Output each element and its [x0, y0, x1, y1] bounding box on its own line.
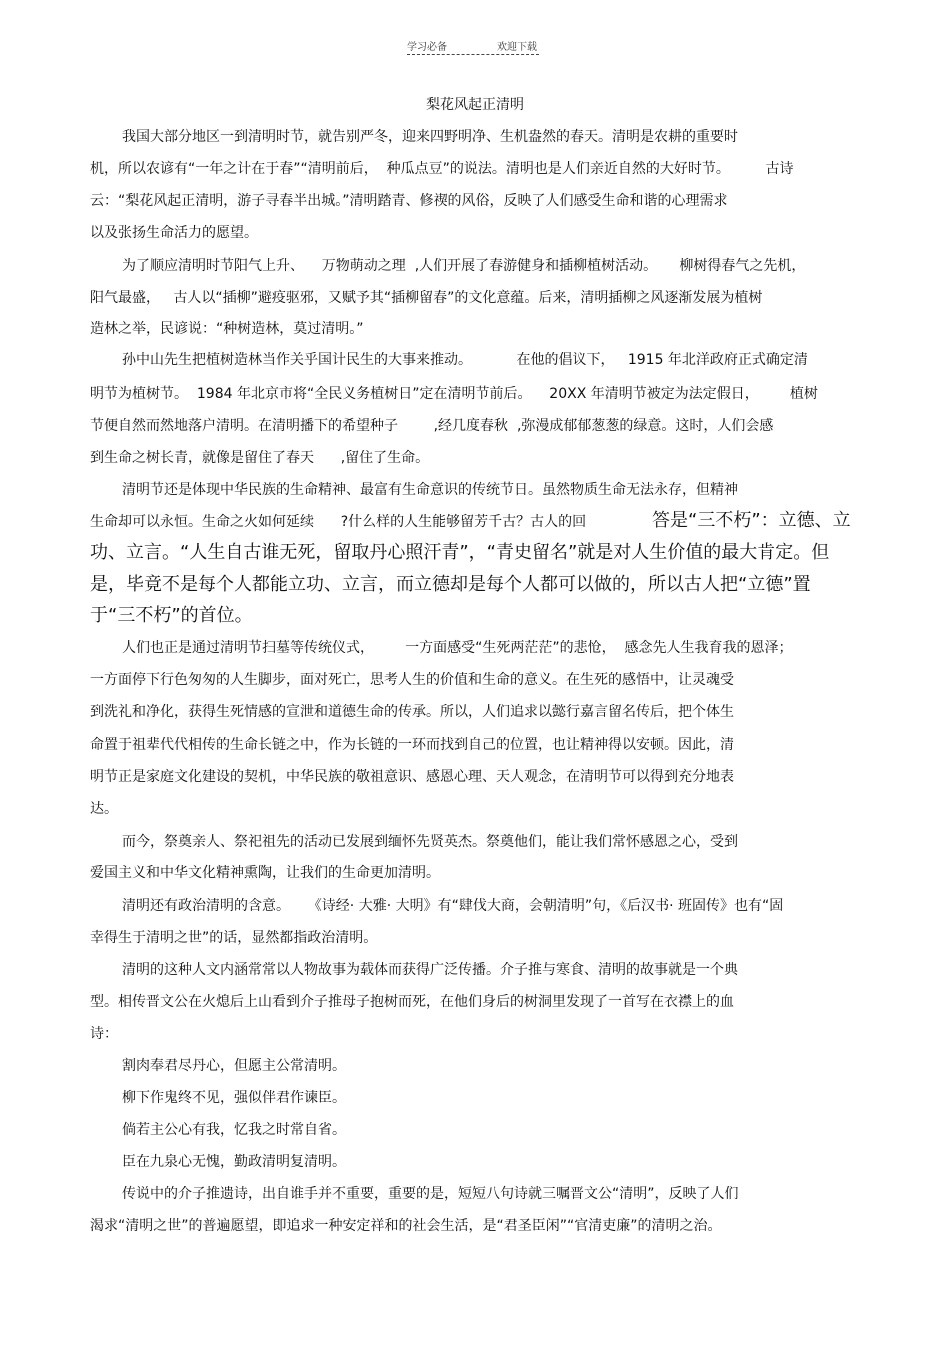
poem-line: 臣在九泉心无愧，勤政清明复清明。: [122, 1154, 346, 1170]
paragraph-line: 幸得生于清明之世”的话，显然都指政治清明。: [90, 930, 378, 946]
paragraph-line: 传说中的介子推遗诗，出自谁手并不重要，重要的是，短短八句诗就三嘱晋文公“清明”，反映了人们: [122, 1186, 739, 1202]
header-left-text: 学习必备: [407, 42, 447, 53]
paragraph-line: 以及张扬生命活力的愿望。: [90, 225, 258, 241]
paragraph-line: 明节正是家庭文化建设的契机，中华民族的敬祖意识、感恩心理、天人观念，在清明节可以得到充分地表: [90, 769, 734, 785]
paragraph-line: 孙中山先生把植树造林当作关乎国计民生的大事来推动。 在他的倡议下， 1915 年北洋政府正式确定清: [122, 352, 808, 368]
paragraph-line-large: 功、立言。“人生自古谁无死，留取丹心照汗青”，“青史留名”就是对人生价值的最大肯定。但: [90, 542, 830, 563]
paragraph-line: 而今，祭奠亲人、祭祀祖先的活动已发展到缅怀先贤英杰。祭奠他们，能让我们常怀感恩之心，受到: [122, 834, 738, 850]
paragraph-line: 清明还有政治清明的含意。 《诗经· 大雅· 大明》有“肆伐大商，会朝清明”句，《后汉书· 班固传》也有“固: [122, 898, 784, 914]
paragraph-line: 渴求“清明之世”的普遍愿望，即追求一种安定祥和的社会生活，是“君圣臣闲”“官清吏廉”的清明之治。: [90, 1218, 722, 1234]
paragraph-line: 云：“梨花风起正清明，游子寻春半出城。”清明踏青、修禊的风俗，反映了人们感受生命和谐的心理需求: [90, 193, 728, 209]
paragraph-line: 阳气最盛， 古人以“插柳”避疫驱邪，又赋予其“插柳留春”的文化意蕴。后来，清明插柳之风逐渐发展为植树: [90, 290, 763, 306]
paragraph-line-large: 于“三不朽”的首位。: [90, 605, 253, 626]
paragraph-line: 节便自然而然地落户清明。在清明播下的希望种子 ,经几度春秋 ,弥漫成郁郁葱葱的绿意。这时，人们会感: [90, 418, 774, 434]
paragraph-line: 到生命之树长青，就像是留住了春天 ,留住了生命。: [90, 450, 430, 466]
paragraph-line: 型。相传晋文公在火熄后上山看到介子推母子抱树而死，在他们身后的树洞里发现了一首写在衣襟上的血: [90, 994, 734, 1010]
paragraph-line: 达。: [90, 801, 118, 817]
paragraph-line-large: 答是“三不朽”：立德、立: [652, 510, 851, 531]
poem-line: 割肉奉君尽丹心，但愿主公常清明。: [122, 1058, 346, 1074]
paragraph-line: 人们也正是通过清明节扫墓等传统仪式， 一方面感受“生死两茫茫”的悲怆， 感念先人生我育我的恩泽；: [122, 640, 793, 656]
paragraph-line: 机，所以农谚有“一年之计在于春”“清明前后， 种瓜点豆”的说法。清明也是人们亲近自然的大好时节。 古诗: [90, 161, 794, 177]
poem-line: 柳下作鬼终不见，强似伴君作谏臣。: [122, 1090, 346, 1106]
header-right-text: 欢迎下载: [497, 42, 537, 53]
paragraph-line: 清明节还是体现中华民族的生命精神、最富有生命意识的传统节日。虽然物质生命无法永存，但精神: [122, 482, 738, 498]
paragraph-line: 为了顺应清明时节阳气上升、 万物萌动之理 ,人们开展了春游健身和插柳植树活动。 柳树得春气之先机，: [122, 258, 806, 274]
paragraph-line: 造林之举，民谚说：“种树造林，莫过清明。”: [90, 321, 364, 337]
paragraph-line: 爱国主义和中华文化精神熏陶，让我们的生命更加清明。: [90, 865, 440, 881]
poem-line: 倘若主公心有我，忆我之时常自省。: [122, 1122, 346, 1138]
paragraph-line: 我国大部分地区一到清明时节，就告别严冬，迎来四野明净、生机盎然的春天。清明是农耕的重要时: [122, 129, 738, 145]
paragraph-line: 命置于祖辈代代相传的生命长链之中，作为长链的一环而找到自己的位置，也让精神得以安顿。因此，清: [90, 737, 734, 753]
article-title: 梨花风起正清明: [426, 97, 524, 113]
paragraph-line: 一方面停下行色匆匆的人生脚步，面对死亡，思考人生的价值和生命的意义。在生死的感悟中，让灵魂受: [90, 672, 734, 688]
paragraph-line: 清明的这种人文内涵常常以人物故事为载体而获得广泛传播。介子推与寒食、清明的故事就是一个典: [122, 962, 738, 978]
header-divider: [407, 54, 539, 55]
paragraph-line: 诗：: [90, 1026, 118, 1042]
paragraph-line-large: 是，毕竟不是每个人都能立功、立言，而立德却是每个人都可以做的，所以古人把“立德”置: [90, 574, 811, 595]
paragraph-line: 到洗礼和净化，获得生死情感的宣泄和道德生命的传承。所以，人们追求以懿行嘉言留名传后，把个体生: [90, 704, 734, 720]
paragraph-line: 明节为植树节。 1984 年北京市将“全民义务植树日”定在清明节前后。 20XX 年清明节被定为法定假日， 植树: [90, 386, 818, 402]
paragraph-line: 生命却可以永恒。生命之火如何延续 ?什么样的人生能够留芳千古？古人的回: [90, 514, 587, 530]
